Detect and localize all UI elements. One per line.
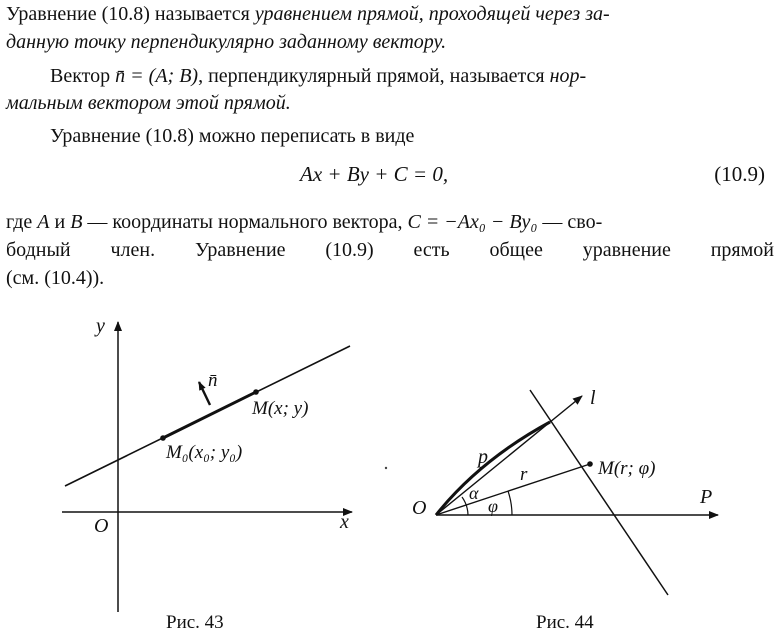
text-run: — сво-: [537, 211, 603, 233]
origin-label: O: [94, 515, 109, 537]
text-run: где: [6, 211, 38, 233]
radius-label: r: [520, 464, 528, 485]
term-emphasis: данную точку перпендикулярно заданному вектору.: [6, 31, 447, 53]
math-inline: C = −Ax₀ − By₀: [407, 211, 538, 233]
text-run: Уравнение (10.8) можно переписать в виде: [50, 125, 415, 147]
point-m0: [160, 435, 166, 441]
angle-phi-label: φ: [488, 496, 498, 516]
point-m0-label: M₀(x₀; y₀): [166, 442, 243, 463]
line-through-m: [530, 390, 668, 595]
figure-44: [385, 387, 718, 595]
math-inline: A: [37, 211, 50, 233]
point-m: [253, 389, 259, 395]
ray-l-label: l: [590, 387, 596, 409]
angle-alpha-label: α: [469, 483, 479, 503]
equation-number: (10.9): [714, 162, 765, 186]
figure-43: [62, 315, 352, 612]
polar-axis-label: P: [700, 486, 713, 508]
pole-label: O: [412, 497, 427, 519]
normal-vector-label: n̄: [208, 370, 218, 391]
y-axis-label: y: [96, 315, 105, 337]
math-inline: B: [70, 211, 83, 233]
text-run: Уравнение (10.8) называется: [6, 3, 255, 25]
term-emphasis: уравнением прямой, проходящей через за-: [254, 3, 610, 25]
text-run: — координаты нормального вектора,: [82, 211, 408, 233]
x-axis-label: x: [340, 511, 349, 533]
text-run: Вектор: [50, 65, 116, 87]
point-m-polar-label: M(r; φ): [598, 458, 656, 479]
segment-p-label: p: [478, 446, 488, 468]
equation-expression: Ax + By + C = 0,: [300, 162, 449, 186]
text-run: (см. (10.4)).: [6, 267, 105, 289]
text-run: и: [49, 211, 71, 233]
text-run: , перпендикулярный прямой, называется: [198, 65, 550, 87]
text-run: бодный член. Уравнение (10.9) есть общее уравнение прямой: [6, 239, 774, 261]
figure-44-caption: Рис. 44: [536, 612, 594, 633]
figure-43-caption: Рис. 43: [166, 612, 224, 633]
term-emphasis: мальным вектором этой прямой.: [6, 92, 291, 114]
point-m-label: M(x; y): [252, 398, 309, 419]
point-m-polar: [587, 461, 593, 467]
ray-l: [436, 396, 582, 515]
math-inline: n̄ = (A; B): [115, 65, 199, 87]
term-emphasis: нор-: [549, 65, 587, 87]
segment-m0-m: [163, 392, 256, 438]
angle-phi-arc: [508, 491, 512, 515]
stray-dot: [385, 467, 387, 469]
